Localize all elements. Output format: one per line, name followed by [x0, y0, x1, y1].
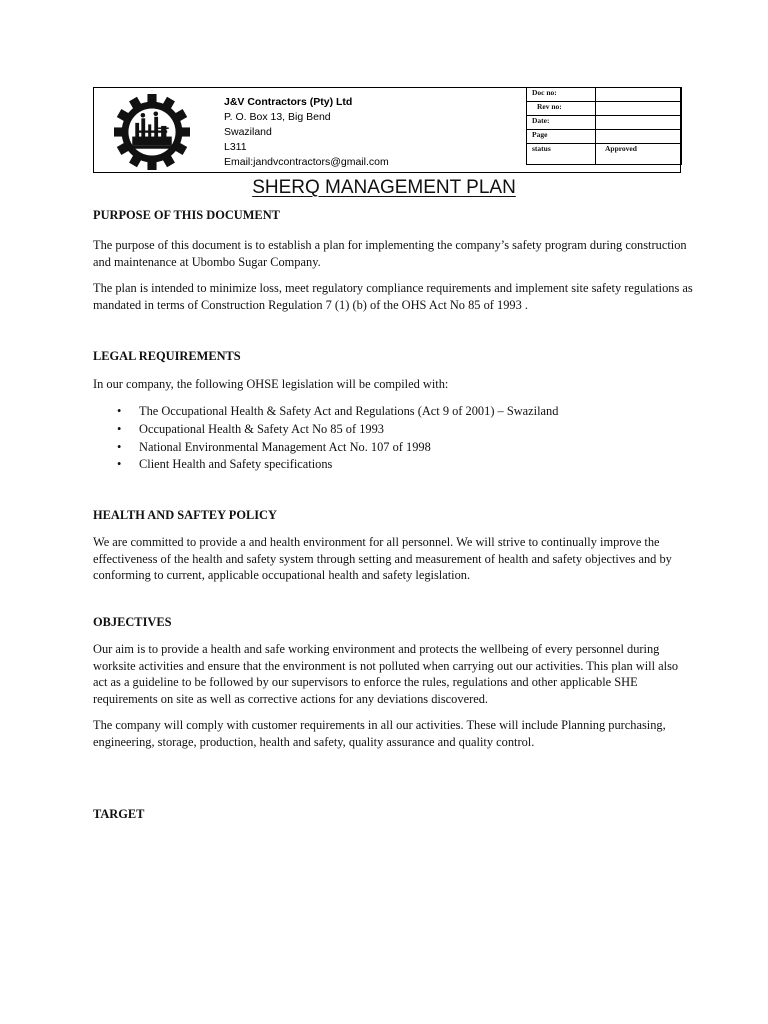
status-label: status — [527, 144, 596, 165]
list-item — [93, 456, 693, 474]
bullet-icon: • — [117, 457, 122, 472]
legal-requirements-list — [93, 403, 693, 474]
rev-no-value — [595, 102, 681, 116]
list-item-text: Occupational Health & Safety Act No 85 of 1993 — [139, 421, 384, 436]
list-item-text: The Occupational Health & Safety Act and Regulations (Act 9 of 2001) – Swaziland — [139, 403, 559, 418]
company-address-line-2: Swaziland — [224, 126, 272, 138]
target-heading: TARGET — [93, 806, 145, 821]
bullet-icon: • — [117, 403, 122, 418]
company-address-line-3: L311 — [224, 141, 247, 153]
list-item — [93, 403, 693, 421]
doc-no-value — [595, 88, 681, 102]
policy-paragraph-1: We are committed to provide a and health environment for all personnel. We will strive to continually improve the effectiveness of the health and safety system through setting and measurement of health and safety objectives and by conforming to current, applicable occupational health and safety legislation. — [93, 535, 672, 583]
document-header — [93, 87, 681, 173]
company-logo-gear-factory-icon — [114, 94, 190, 170]
rev-no-label: Rev no: — [527, 102, 596, 116]
purpose-paragraph-2: The plan is intended to minimize loss, meet regulatory compliance requirements and implement site safety regulations as mandated in terms of Construction Regulation 7 (1) (b) of the OHS Act No 85 of 1993 . — [93, 281, 693, 312]
objectives-heading: OBJECTIVES — [93, 614, 172, 629]
doc-no-label: Doc no: — [527, 88, 596, 102]
document-body — [93, 207, 693, 822]
date-value — [595, 116, 681, 130]
legal-heading: LEGAL REQUIREMENTS — [93, 349, 241, 364]
page-label: Page — [527, 130, 596, 144]
policy-heading: HEALTH AND SAFTEY POLICY — [93, 508, 277, 523]
legal-intro: In our company, the following OHSE legislation will be compiled with: — [93, 377, 449, 392]
doc-table-row — [527, 102, 682, 116]
list-item-text: National Environmental Management Act No. 107 of 1998 — [139, 439, 431, 454]
list-item — [93, 439, 693, 457]
document-control-table — [526, 87, 682, 165]
purpose-paragraph-1: The purpose of this document is to establish a plan for implementing the company’s safety program during construction and maintenance at Ubombo Sugar Company. — [93, 238, 687, 269]
company-contact-block — [224, 95, 389, 170]
doc-table-row — [527, 116, 682, 130]
status-value: Approved — [595, 144, 681, 165]
bullet-icon: • — [117, 439, 122, 454]
doc-table-row — [527, 144, 682, 165]
list-item — [93, 421, 693, 439]
document-title-text: SHERQ MANAGEMENT PLAN — [252, 177, 516, 198]
objectives-paragraph-2: The company will comply with customer requirements in all our activities. These will include Planning purchasing, engineering, storage, production, health and safety, quality assurance and quality control. — [93, 718, 666, 749]
doc-table-row — [527, 130, 682, 144]
company-address-line-1: P. O. Box 13, Big Bend — [224, 111, 331, 123]
purpose-heading: PURPOSE OF THIS DOCUMENT — [93, 208, 280, 222]
objectives-paragraph-1: Our aim is to provide a health and safe working environment and protects the wellbeing of every personnel during worksite activities and ensure that the environment is not polluted when carrying out our activities. This plan will also act as a guideline to be followed by our supervisors to enforce the rules, regulations and other applicable SHE requirements on site as well as corrective actions for any deviations discovered. — [93, 641, 679, 706]
company-email: Email:jandvcontractors@gmail.com — [224, 156, 389, 168]
company-name: J&V Contractors (Pty) Ltd — [224, 96, 353, 108]
list-item-text: Client Health and Safety specifications — [139, 457, 333, 472]
page-value — [595, 130, 681, 144]
date-label: Date: — [527, 116, 596, 130]
bullet-icon: • — [117, 421, 122, 436]
doc-table-row — [527, 88, 682, 102]
document-title — [0, 176, 768, 200]
